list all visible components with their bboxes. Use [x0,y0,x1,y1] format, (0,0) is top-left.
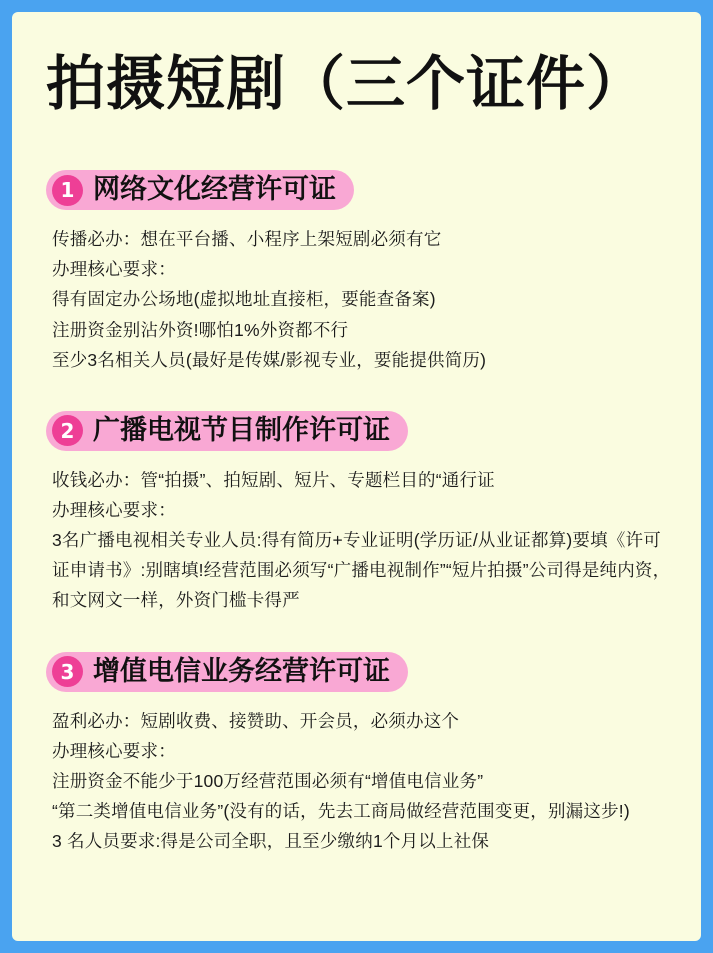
section-broadcast-production [12,411,701,616]
section-1-line-2: 办理核心要求： [52,259,176,280]
section-1-body [46,224,671,374]
section-3-line-4: “第二类增值电信业务”(没有的话，先去工商局做经营范围变更，别漏这步!) [52,801,630,822]
section-1-heading: 网络文化经营许可证 [93,173,336,205]
section-3-number-badge: 3 [52,656,83,687]
page-title: 拍摄短剧（三个证件） [46,49,647,118]
section-network-culture [12,170,701,375]
section-2-line-3: 3名广播电视相关专业人员:得有简历+专业证明(学历证/从业证都算)要填《许可证申请书》:别瞎填!经营范围必须写“广播电视制作”“短片拍摄”公司得是纯内资，和文网文一样，外资门槛卡得严 [52,530,671,611]
section-2-body [46,465,671,615]
section-3-line-1: 盈利必办：短剧收费、接赞助、开会员，必须办这个 [52,710,460,731]
section-1-number-badge: 1 [52,175,83,206]
section-2-line-1: 收钱必办：管“拍摄”、拍短剧、短片、专题栏目的“通行证 [52,470,495,491]
note-card [12,12,701,941]
section-2-heading: 广播电视节目制作许可证 [93,414,390,446]
section-1-line-4: 注册资金别沾外资!哪怕1%外资都不行 [52,319,349,340]
section-2-header [46,411,408,451]
section-3-header [46,652,408,692]
section-3-heading: 增值电信业务经营许可证 [93,655,390,687]
section-1-header [46,170,354,210]
section-value-added-telecom [12,652,701,857]
section-3-body [46,706,671,856]
section-2-number-badge: 2 [52,415,83,446]
section-1-line-5: 至少3名相关人员(最好是传媒/影视专业，要能提供简历) [52,349,487,370]
section-1-line-3: 得有固定办公场地(虚拟地址直接柜，要能查备案) [52,289,436,310]
section-3-line-5: 3 名人员要求:得是公司全职，且至少缴纳1个月以上社保 [52,831,490,852]
section-2-line-2: 办理核心要求： [52,500,176,521]
section-1-line-1: 传播必办：想在平台播、小程序上架短剧必须有它 [52,229,442,250]
section-3-line-3: 注册资金不能少于100万经营范围必须有“增值电信业务” [52,771,484,792]
section-3-line-2: 办理核心要求： [52,741,176,762]
